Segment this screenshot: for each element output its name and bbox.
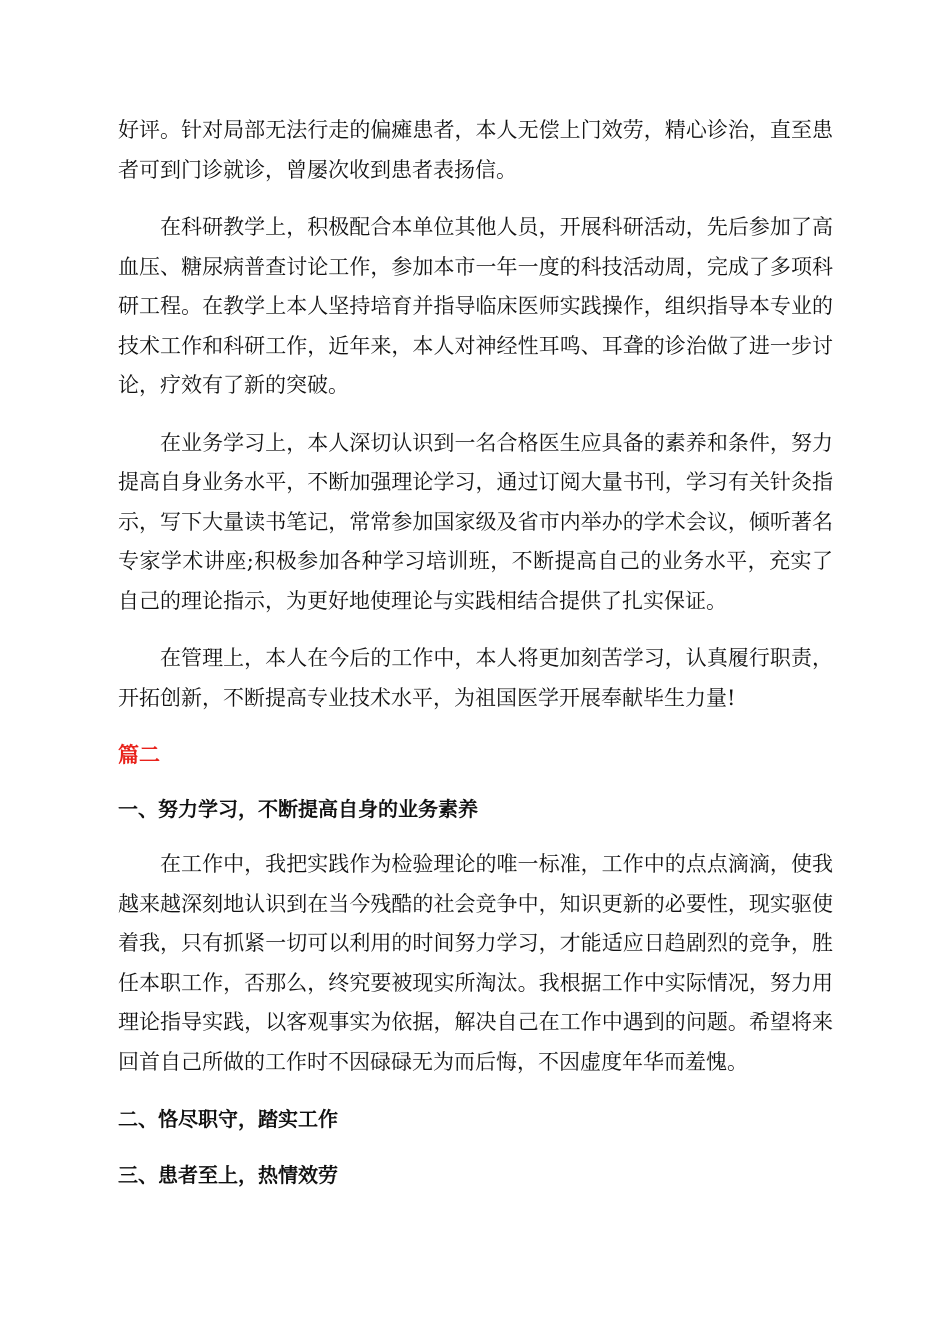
paragraph-management: 在管理上，本人在今后的工作中，本人将更加刻苦学习，认真履行职责，开拓创新，不断提高专业技术水平，为祖国医学开展奉献毕生力量! xyxy=(118,646,833,710)
document-body xyxy=(118,111,833,1211)
section-title: 篇二 xyxy=(118,743,160,767)
paragraph-1: 好评。针对局部无法行走的偏瘫患者，本人无偿上门效劳，精心诊治，直至患者可到门诊就诊，曾屡次收到患者表扬信。 xyxy=(118,118,833,182)
heading-3: 三、患者至上，热情效劳 xyxy=(118,1162,338,1187)
heading-1: 一、努力学习，不断提高自身的业务素养 xyxy=(118,796,478,821)
paragraph-business-study: 在业务学习上，本人深切认识到一名合格医生应具备的素养和条件，努力提高自身业务水平，不断加强理论学习，通过订阅大量书刊，学习有关针灸指示，写下大量读书笔记，常常参加国家级及省市内举办的学术会议，倾听著名专家学术讲座;积极参加各种学习培训班，不断提高自己的业务水平，充实了自己的理论指示，为更好地使理论与实践相结合提供了扎实保证。 xyxy=(118,430,833,613)
heading-2: 二、恪尽职守，踏实工作 xyxy=(118,1107,338,1131)
paragraph-research-teaching: 在科研教学上，积极配合本单位其他人员，开展科研活动，先后参加了高血压、糖尿病普查讨论工作，参加本市一年一度的科技活动周，完成了多项科研工程。在教学上本人坚持培育并指导临床医师实践操作，组织指导本专业的技术工作和科研工作，近年来，本人对神经性耳鸣、耳聋的诊治做了进一步讨论，疗效有了新的突破。 xyxy=(118,215,833,397)
paragraph-work: 在工作中，我把实践作为检验理论的唯一标准，工作中的点点滴滴，使我越来越深刻地认识到在当今残酷的社会竞争中，知识更新的必要性，现实驱使着我，只有抓紧一切可以利用的时间努力学习，才能适应日趋剧烈的竞争，胜任本职工作，否那么，终究要被现实所淘汰。我根据工作中实际情况，努力用理论指导实践，以客观事实为依据，解决自己在工作中遇到的问题。希望将来回首自己所做的工作时不因碌碌无为而后悔，不因虚度年华而羞愧。 xyxy=(118,852,833,1074)
